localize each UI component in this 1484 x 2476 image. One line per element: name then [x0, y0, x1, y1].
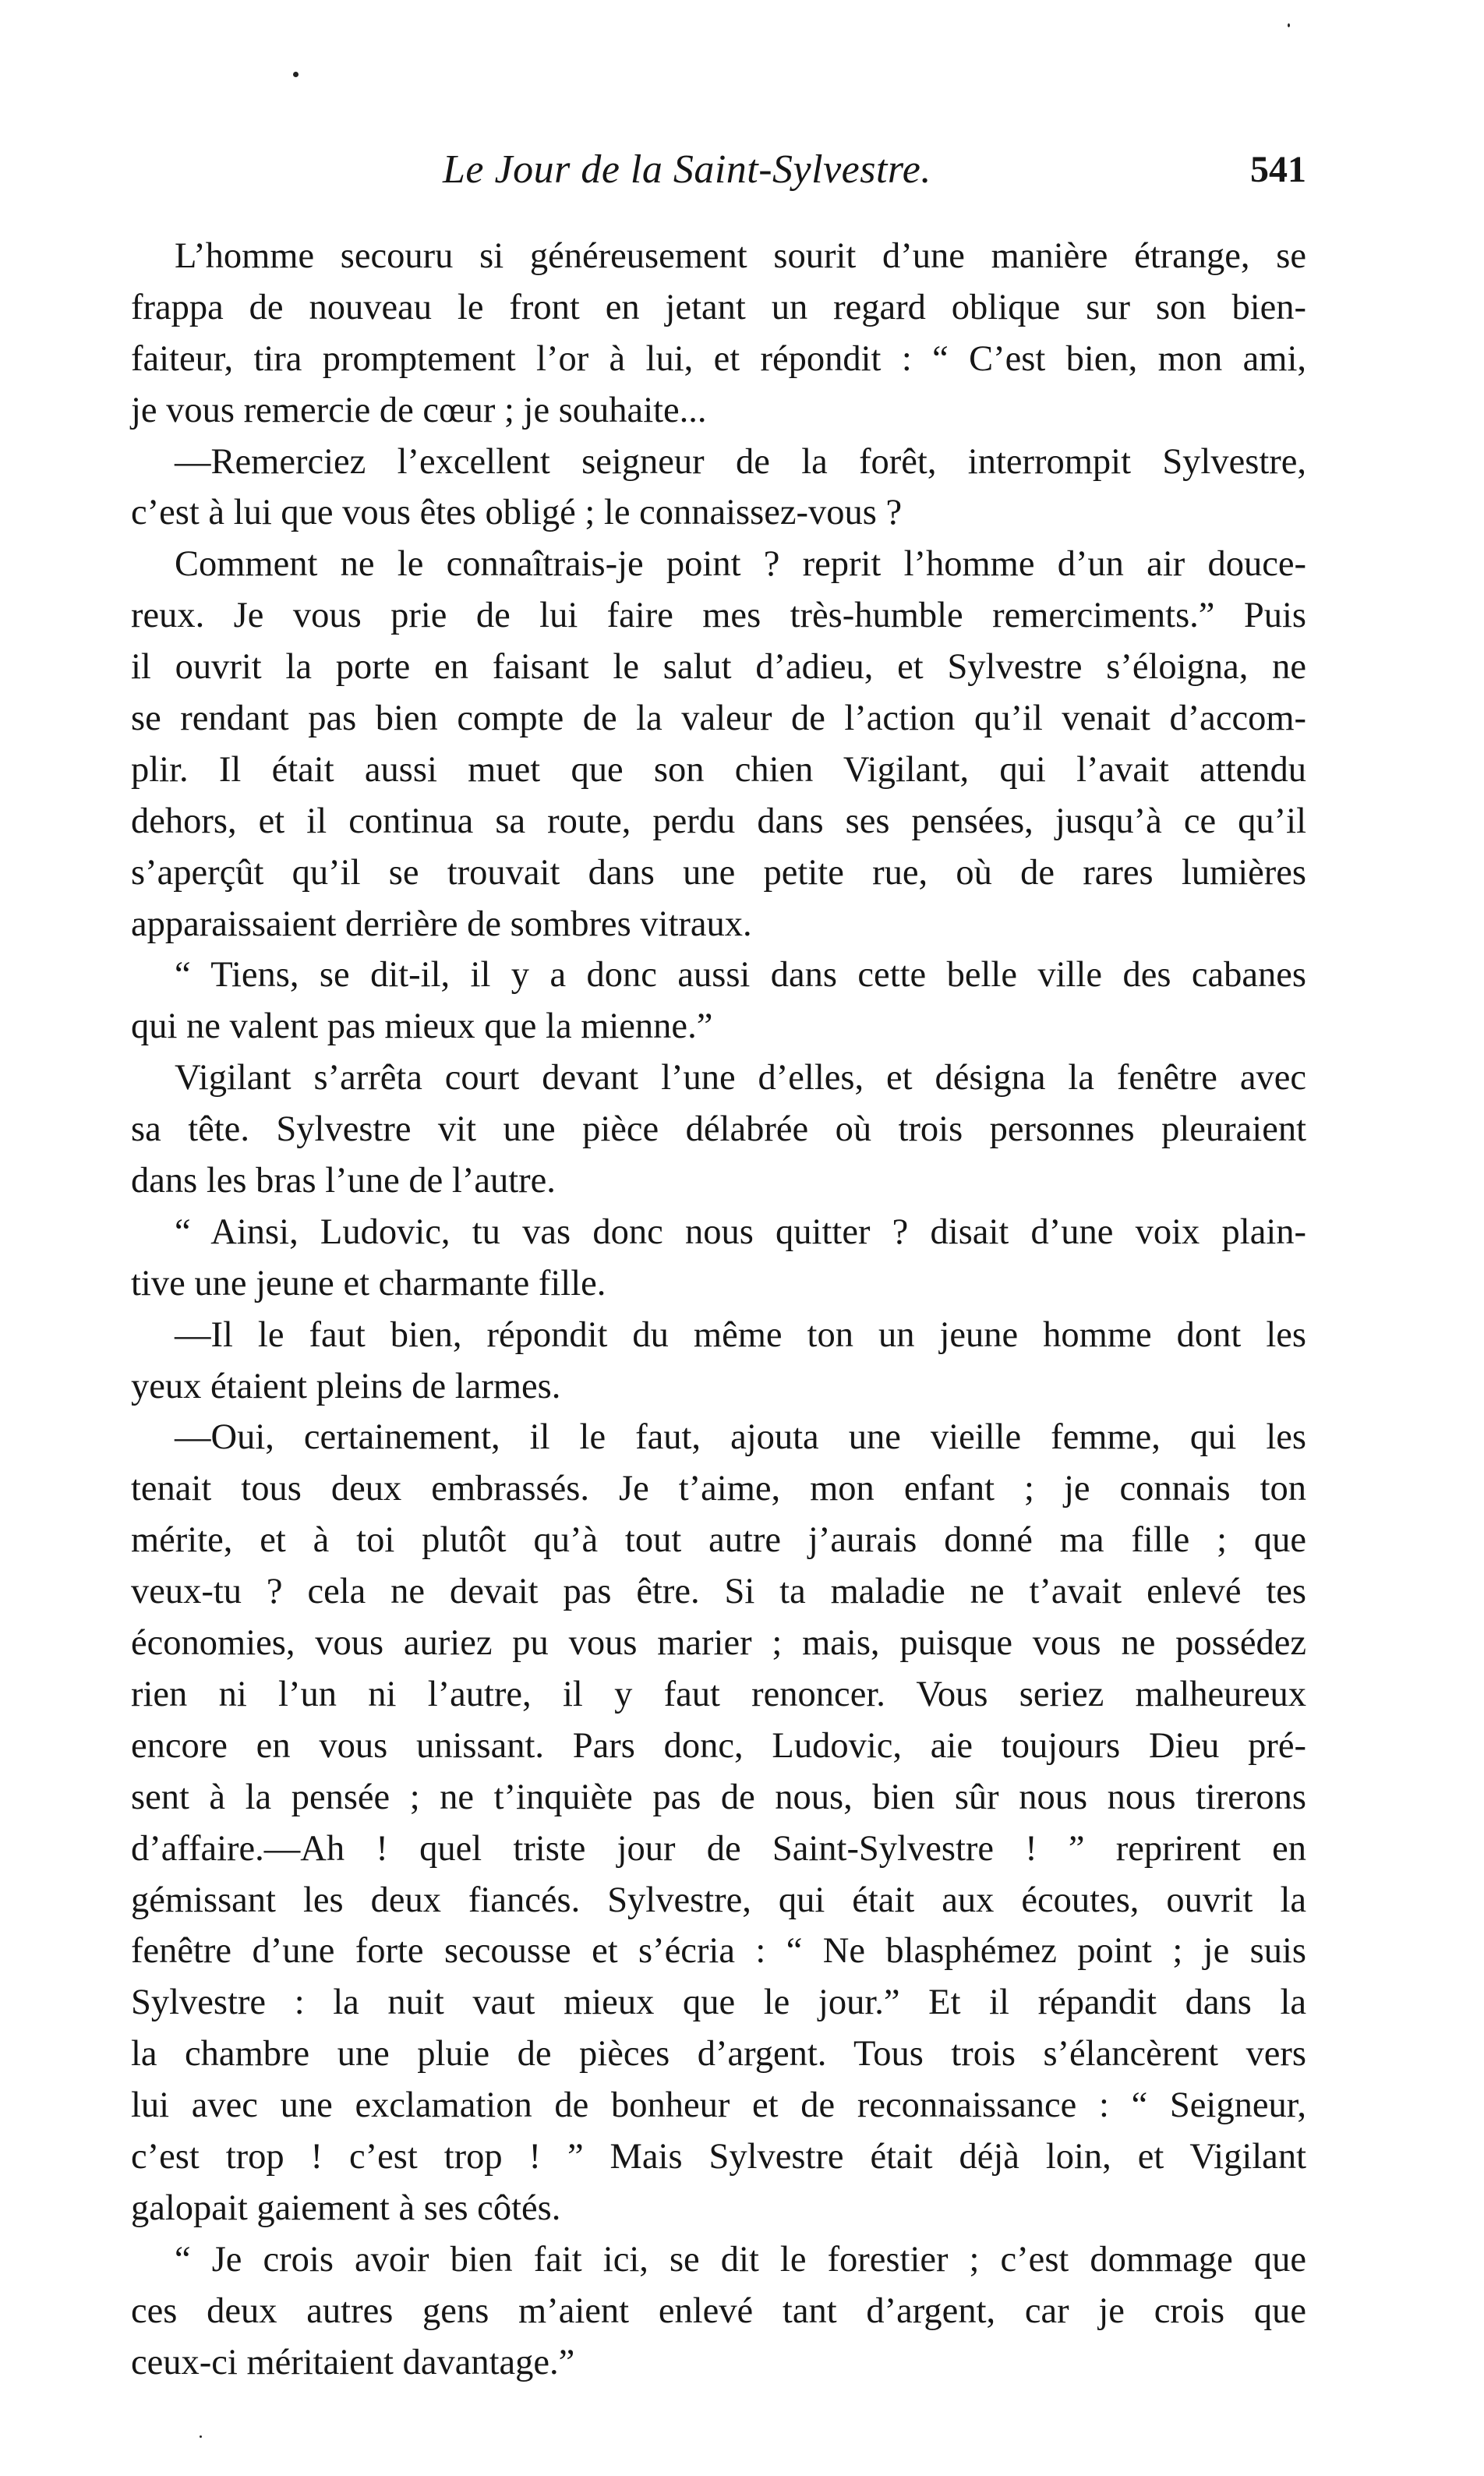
text-line: —Il le faut bien, répondit du même ton un jeune homme dont les [175, 1314, 1306, 1355]
page-number: 541 [1250, 149, 1306, 190]
text-line: s’aperçût qu’il se trouvait dans une petite rue, où de rares lumières [131, 852, 1306, 893]
text-line: Vigilant s’arrêta court devant l’une d’elles, et désigna la fenêtre avec [175, 1058, 1306, 1098]
ink-speck [293, 72, 299, 77]
text-line: “ Ainsi, Ludovic, tu vas donc nous quitter ? disait d’une voix plain- [175, 1211, 1306, 1252]
text-line: yeux étaient pleins de larmes. [131, 1366, 561, 1406]
text-line: frappa de nouveau le front en jetant un regard oblique sur son bien- [131, 287, 1306, 327]
text-line: c’est à lui que vous êtes obligé ; le connaissez-vous ? [131, 493, 903, 533]
text-line: sa tête. Sylvestre vit une pièce délabrée où trois personnes pleuraient [131, 1109, 1306, 1150]
text-line: —Oui, certainement, il le faut, ajouta une vieille femme, qui les [175, 1417, 1306, 1458]
text-line: —Remerciez l’excellent seigneur de la forêt, interrompit Sylvestre, [175, 441, 1306, 482]
text-line: se rendant pas bien compte de la valeur de l’action qu’il venait d’accom- [131, 699, 1306, 739]
text-line: tenait tous deux embrassés. Je t’aime, mon enfant ; je connais ton [131, 1469, 1306, 1509]
text-line: gémissant les deux fiancés. Sylvestre, qui était aux écoutes, ouvrit la [131, 1880, 1306, 1920]
text-line: encore en vous unissant. Pars donc, Ludovic, aie toujours Dieu pré- [131, 1725, 1306, 1766]
text-line: “ Je crois avoir bien fait ici, se dit le forestier ; c’est dommage que [175, 2239, 1306, 2280]
text-line: mérite, et à toi plutôt qu’à tout autre j’aurais donné ma fille ; que [131, 1520, 1306, 1561]
text-line: ces deux autres gens m’aient enlevé tant d’argent, car je crois que [131, 2290, 1306, 2331]
text-line: veux-tu ? cela ne devait pas être. Si ta maladie ne t’avait enlevé tes [131, 1572, 1306, 1612]
text-line: fenêtre d’une forte secousse et s’écria : “ Ne blasphémez point ; je suis [131, 1931, 1306, 1972]
text-line: sent à la pensée ; ne t’inquiète pas de nous, bien sûr nous nous tirerons [131, 1777, 1306, 1817]
running-title: Le Jour de la Saint-Sylvestre. [443, 147, 931, 192]
text-line: tive une jeune et charmante fille. [131, 1263, 606, 1303]
text-line: L’homme secouru si généreusement sourit d’une manière étrange, se [175, 236, 1306, 276]
text-line: “ Tiens, se dit-il, il y a donc aussi dans cette belle ville des cabanes [175, 955, 1306, 996]
text-line: reux. Je vous prie de lui faire mes très-humble remerciments.” Puis [131, 596, 1306, 636]
ink-speck [1288, 23, 1290, 27]
text-line: ceux-ci méritaient davantage.” [131, 2342, 575, 2382]
text-line: il ouvrit la porte en faisant le salut d’adieu, et Sylvestre s’éloigna, ne [131, 647, 1306, 688]
text-line: apparaissaient derrière de sombres vitraux. [131, 904, 752, 944]
text-line: Comment ne le connaîtrais-je point ? reprit l’homme d’un air douce- [175, 544, 1306, 585]
text-line: lui avec une exclamation de bonheur et de reconnaissance : “ Seigneur, [131, 2085, 1306, 2126]
text-line: faiteur, tira promptement l’or à lui, et répondit : “ C’est bien, mon ami, [131, 338, 1306, 379]
body-text [131, 231, 1306, 2388]
text-line: je vous remercie de cœur ; je souhaite... [131, 390, 707, 430]
page-header [131, 139, 1306, 201]
text-line: rien ni l’un ni l’autre, il y faut renoncer. Vous seriez malheureux [131, 1674, 1306, 1714]
text-line: galopait gaiement à ses côtés. [131, 2188, 561, 2228]
text-line: d’affaire.—Ah ! quel triste jour de Saint-Sylvestre ! ” reprirent en [131, 1828, 1306, 1869]
ink-speck [200, 2435, 202, 2438]
text-line: dans les bras l’une de l’autre. [131, 1161, 556, 1201]
text-line: qui ne valent pas mieux que la mienne.” [131, 1006, 713, 1047]
text-line: la chambre une pluie de pièces d’argent. Tous trois s’élancèrent vers [131, 2034, 1306, 2075]
text-line: plir. Il était aussi muet que son chien Vigilant, qui l’avait attendu [131, 749, 1306, 790]
text-line: dehors, et il continua sa route, perdu dans ses pensées, jusqu’à ce qu’il [131, 801, 1306, 841]
text-line: c’est trop ! c’est trop ! ” Mais Sylvestre était déjà loin, et Vigilant [131, 2136, 1306, 2177]
text-line: Sylvestre : la nuit vaut mieux que le jour.” Et il répandit dans la [131, 1983, 1306, 2023]
text-line: économies, vous auriez pu vous marier ; mais, puisque vous ne possédez [131, 1623, 1306, 1664]
